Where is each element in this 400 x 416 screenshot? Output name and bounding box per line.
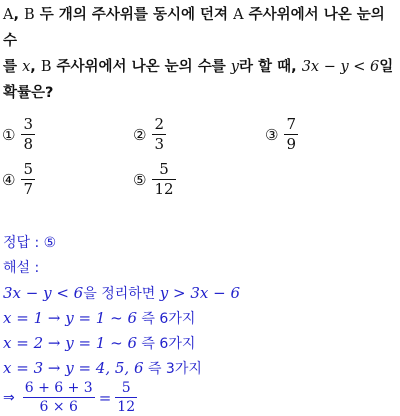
final-fraction [23,380,95,415]
option-marker: ④ [2,170,16,189]
solution-line-4 [3,358,202,379]
var-y: y [230,59,239,75]
numerator: 5 [159,160,169,178]
question-part: 두 개의 주사위를 동시에 던져 [34,7,234,23]
comma: , [30,59,41,75]
option-fraction [152,116,166,153]
comma: , [13,7,25,23]
numerator: 5 [23,160,33,178]
option-1[interactable] [2,116,35,153]
denominator: 3 [154,135,164,153]
numerator: 5 [121,380,131,396]
numerator: 3 [23,115,33,133]
label-a: A [3,7,14,23]
option-2[interactable] [133,116,166,153]
inequality: 3x − y < 6 [301,59,380,75]
label-b: B [24,7,35,23]
denominator: 12 [117,399,136,415]
result-fraction [115,380,137,415]
solution-line-1 [3,283,240,304]
label-b: B [40,59,52,75]
solution-math: 3x − y < 6 [3,284,84,302]
solution-text: 즉 3가지 [143,361,202,377]
denominator: 7 [23,180,33,198]
option-fraction [152,161,175,198]
implies-arrow: ⇒ [3,389,15,406]
solution-final [3,380,137,415]
denominator: 6 × 6 [39,399,78,415]
option-fraction [284,116,298,153]
option-3[interactable] [265,116,298,153]
question-part: 확률은? [3,85,54,101]
denominator: 12 [154,180,174,198]
option-marker: ③ [265,125,279,144]
answer-line [3,233,56,253]
question-part: 라 할 때, [239,59,302,75]
solution-math: x = 3 → y = 4, 5, 6 [3,359,144,377]
var-x: x [22,59,31,75]
option-5[interactable] [133,161,176,198]
question-part: 일 [379,59,394,75]
numerator: 7 [286,115,296,133]
solution-math: x = 1 → y = 1 ~ 6 [3,309,137,327]
question-text [3,2,397,106]
question-part: 주사위에서 나온 눈의 수를 [51,59,231,75]
option-fraction [21,161,35,198]
solution-math: x = 2 → y = 1 ~ 6 [3,334,137,352]
denominator: 8 [23,135,33,153]
option-4[interactable] [2,161,35,198]
numerator: 2 [154,115,164,133]
label-a: A [233,7,244,23]
option-marker: ⑤ [133,170,147,189]
solution-line-3 [3,333,195,354]
question-part: 주사위에서 나온 눈의 수 [3,7,385,49]
solution-text: 즉 6가지 [136,311,196,327]
denominator: 9 [286,135,296,153]
answer-label: 정답 : [3,235,44,251]
question-part: 를 [3,59,23,75]
solution-text: 즉 6가지 [136,336,196,352]
explanation-label: 해설 : [3,260,40,276]
solution-math: y > 3x − 6 [159,284,240,302]
option-marker: ① [2,125,16,144]
option-marker: ② [133,125,147,144]
answer-value: ⑤ [43,235,57,251]
equals-sign: = [98,388,112,407]
option-fraction [21,116,35,153]
solution-line-2 [3,308,195,329]
numerator: 6 + 6 + 3 [24,380,93,396]
solution-text: 을 정리하면 [83,286,160,302]
